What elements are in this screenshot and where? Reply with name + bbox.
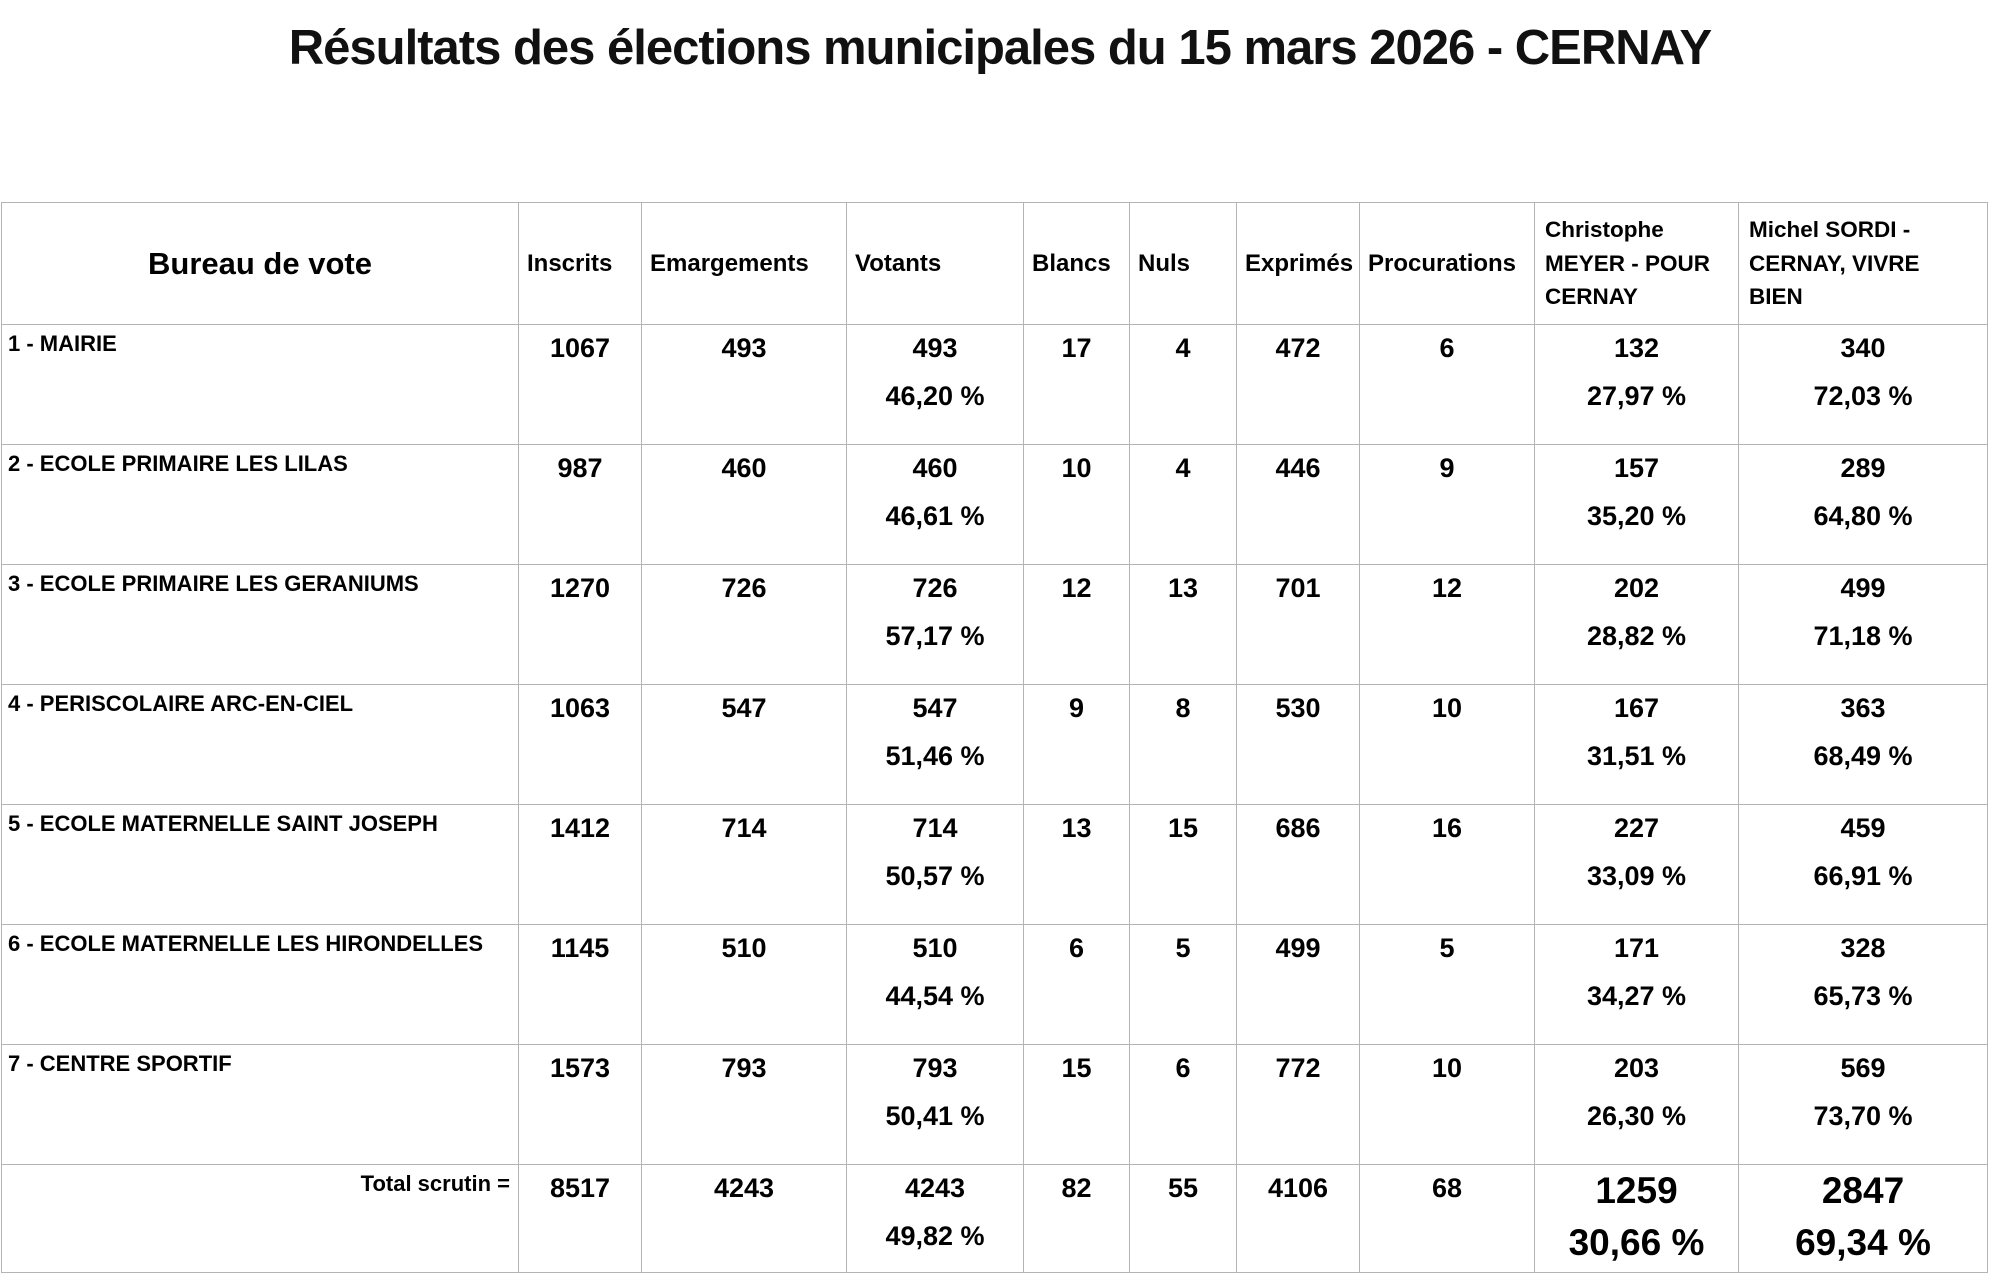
cell-meyer xyxy=(1535,1045,1739,1165)
sordi-count: 569 xyxy=(1840,1053,1886,1083)
cell-bureau: 6 - ECOLE MATERNELLE LES HIRONDELLES xyxy=(2,925,519,1045)
cell-nuls: 4 xyxy=(1130,445,1237,565)
cell-emargements: 547 xyxy=(642,685,847,805)
votants-percentage: 44,54 % xyxy=(885,981,985,1011)
table-body xyxy=(2,325,1988,1273)
cell-procurations: 9 xyxy=(1360,445,1535,565)
column-header-bureau: Bureau de vote xyxy=(2,203,519,325)
cell-meyer xyxy=(1535,685,1739,805)
total-votants-percentage: 49,82 % xyxy=(885,1221,985,1251)
cell-blancs: 6 xyxy=(1024,925,1130,1045)
sordi-count: 289 xyxy=(1840,453,1886,483)
cell-procurations: 10 xyxy=(1360,1045,1535,1165)
votants-percentage: 46,20 % xyxy=(885,381,985,411)
sordi-percentage: 71,18 % xyxy=(1813,621,1913,651)
cell-inscrits: 987 xyxy=(519,445,642,565)
cell-exprimes: 701 xyxy=(1237,565,1360,685)
cell-meyer xyxy=(1535,925,1739,1045)
cell-exprimes: 686 xyxy=(1237,805,1360,925)
cell-meyer xyxy=(1535,325,1739,445)
votants-count: 510 xyxy=(912,933,958,963)
cell-inscrits: 1067 xyxy=(519,325,642,445)
cell-emargements: 793 xyxy=(642,1045,847,1165)
cell-exprimes: 530 xyxy=(1237,685,1360,805)
total-cell-sordi xyxy=(1739,1165,1988,1273)
cell-blancs: 10 xyxy=(1024,445,1130,565)
sordi-count: 459 xyxy=(1840,813,1886,843)
sordi-count: 340 xyxy=(1840,333,1886,363)
votants-count: 793 xyxy=(912,1053,958,1083)
cell-inscrits: 1270 xyxy=(519,565,642,685)
meyer-count: 167 xyxy=(1613,693,1660,723)
column-header-blancs: Blancs xyxy=(1024,203,1130,325)
meyer-count: 157 xyxy=(1613,453,1660,483)
meyer-percentage: 33,09 % xyxy=(1586,861,1687,891)
meyer-count: 202 xyxy=(1613,573,1660,603)
cell-sordi xyxy=(1739,925,1988,1045)
cell-inscrits: 1145 xyxy=(519,925,642,1045)
cell-bureau: 4 - PERISCOLAIRE ARC-EN-CIEL xyxy=(2,685,519,805)
cell-votants xyxy=(847,805,1024,925)
cell-emargements: 714 xyxy=(642,805,847,925)
table-row xyxy=(2,565,1988,685)
votants-percentage: 50,41 % xyxy=(885,1101,985,1131)
cell-nuls: 8 xyxy=(1130,685,1237,805)
cell-inscrits: 1412 xyxy=(519,805,642,925)
votants-count: 460 xyxy=(912,453,958,483)
meyer-percentage: 26,30 % xyxy=(1586,1101,1687,1131)
meyer-percentage: 35,20 % xyxy=(1586,501,1687,531)
table-row xyxy=(2,325,1988,445)
sordi-count: 328 xyxy=(1840,933,1886,963)
cell-blancs: 15 xyxy=(1024,1045,1130,1165)
cell-inscrits: 1063 xyxy=(519,685,642,805)
total-row xyxy=(2,1165,1988,1273)
meyer-count: 132 xyxy=(1613,333,1660,363)
cell-inscrits: 1573 xyxy=(519,1045,642,1165)
cell-sordi xyxy=(1739,1045,1988,1165)
column-header-emargements: Emargements xyxy=(642,203,847,325)
table-row xyxy=(2,805,1988,925)
votants-percentage: 57,17 % xyxy=(885,621,985,651)
sordi-count: 499 xyxy=(1840,573,1886,603)
header-row xyxy=(2,203,1988,325)
meyer-count: 171 xyxy=(1613,933,1660,963)
cell-procurations: 10 xyxy=(1360,685,1535,805)
cell-votants xyxy=(847,685,1024,805)
cell-meyer xyxy=(1535,805,1739,925)
cell-sordi xyxy=(1739,805,1988,925)
votants-percentage: 46,61 % xyxy=(885,501,985,531)
meyer-percentage: 27,97 % xyxy=(1586,381,1687,411)
cell-bureau: 1 - MAIRIE xyxy=(2,325,519,445)
cell-nuls: 6 xyxy=(1130,1045,1237,1165)
cell-exprimes: 472 xyxy=(1237,325,1360,445)
cell-votants xyxy=(847,325,1024,445)
cell-emargements: 493 xyxy=(642,325,847,445)
cell-sordi xyxy=(1739,445,1988,565)
cell-emargements: 726 xyxy=(642,565,847,685)
cell-blancs: 12 xyxy=(1024,565,1130,685)
total-cell-meyer xyxy=(1535,1165,1739,1273)
total-cell-inscrits: 8517 xyxy=(519,1165,642,1273)
cell-sordi xyxy=(1739,685,1988,805)
votants-count: 493 xyxy=(912,333,958,363)
cell-procurations: 16 xyxy=(1360,805,1535,925)
table-row xyxy=(2,925,1988,1045)
total-cell-votants xyxy=(847,1165,1024,1273)
table-row xyxy=(2,685,1988,805)
meyer-percentage: 28,82 % xyxy=(1586,621,1687,651)
total-cell-emargements: 4243 xyxy=(642,1165,847,1273)
meyer-percentage: 34,27 % xyxy=(1586,981,1687,1011)
sordi-percentage: 66,91 % xyxy=(1813,861,1913,891)
cell-votants xyxy=(847,1045,1024,1165)
cell-bureau: 2 - ECOLE PRIMAIRE LES LILAS xyxy=(2,445,519,565)
column-header-procurations: Procurations xyxy=(1360,203,1535,325)
column-header-exprimes: Exprimés xyxy=(1237,203,1360,325)
total-sordi-count: 2847 xyxy=(1821,1170,1905,1211)
cell-bureau: 5 - ECOLE MATERNELLE SAINT JOSEPH xyxy=(2,805,519,925)
cell-blancs: 17 xyxy=(1024,325,1130,445)
cell-procurations: 6 xyxy=(1360,325,1535,445)
table-row xyxy=(2,1045,1988,1165)
sordi-percentage: 73,70 % xyxy=(1813,1101,1913,1131)
cell-procurations: 5 xyxy=(1360,925,1535,1045)
page-title: Résultats des élections municipales du 15 mars 2026 - CERNAY xyxy=(288,21,1712,75)
cell-nuls: 4 xyxy=(1130,325,1237,445)
cell-procurations: 12 xyxy=(1360,565,1535,685)
total-cell-bureau: Total scrutin = xyxy=(2,1165,519,1273)
cell-votants xyxy=(847,925,1024,1045)
cell-meyer xyxy=(1535,565,1739,685)
cell-emargements: 460 xyxy=(642,445,847,565)
total-cell-exprimes: 4106 xyxy=(1237,1165,1360,1273)
cell-exprimes: 772 xyxy=(1237,1045,1360,1165)
cell-blancs: 9 xyxy=(1024,685,1130,805)
cell-nuls: 13 xyxy=(1130,565,1237,685)
cell-nuls: 5 xyxy=(1130,925,1237,1045)
total-sordi-percentage: 69,34 % xyxy=(1795,1222,1931,1263)
meyer-count: 227 xyxy=(1613,813,1660,843)
total-meyer-count: 1259 xyxy=(1595,1170,1678,1211)
total-cell-blancs: 82 xyxy=(1024,1165,1130,1273)
cell-bureau: 3 - ECOLE PRIMAIRE LES GERANIUMS xyxy=(2,565,519,685)
total-cell-nuls: 55 xyxy=(1130,1165,1237,1273)
cell-emargements: 510 xyxy=(642,925,847,1045)
cell-blancs: 13 xyxy=(1024,805,1130,925)
cell-sordi xyxy=(1739,325,1988,445)
cell-votants xyxy=(847,565,1024,685)
cell-exprimes: 499 xyxy=(1237,925,1360,1045)
total-cell-procurations: 68 xyxy=(1360,1165,1535,1273)
cell-nuls: 15 xyxy=(1130,805,1237,925)
column-header-inscrits: Inscrits xyxy=(519,203,642,325)
cell-votants xyxy=(847,445,1024,565)
sordi-percentage: 65,73 % xyxy=(1813,981,1913,1011)
total-meyer-percentage: 30,66 % xyxy=(1568,1222,1705,1263)
cell-bureau: 7 - CENTRE SPORTIF xyxy=(2,1045,519,1165)
results-table xyxy=(1,202,1988,1273)
table-row xyxy=(2,445,1988,565)
meyer-percentage: 31,51 % xyxy=(1586,741,1687,771)
meyer-count: 203 xyxy=(1613,1053,1660,1083)
votants-count: 714 xyxy=(912,813,958,843)
votants-percentage: 50,57 % xyxy=(885,861,985,891)
column-header-sordi: Michel SORDI - CERNAY, VIVRE BIEN xyxy=(1739,203,1988,325)
total-votants-count: 4243 xyxy=(904,1173,966,1203)
cell-exprimes: 446 xyxy=(1237,445,1360,565)
column-header-nuls: Nuls xyxy=(1130,203,1237,325)
sordi-percentage: 72,03 % xyxy=(1813,381,1913,411)
votants-count: 726 xyxy=(912,573,958,603)
sordi-percentage: 68,49 % xyxy=(1813,741,1913,771)
table-header xyxy=(2,203,1988,325)
column-header-votants: Votants xyxy=(847,203,1024,325)
sordi-count: 363 xyxy=(1840,693,1886,723)
column-header-meyer: Christophe MEYER - POUR CERNAY xyxy=(1535,203,1739,325)
cell-sordi xyxy=(1739,565,1988,685)
votants-percentage: 51,46 % xyxy=(885,741,985,771)
votants-count: 547 xyxy=(912,693,958,723)
sordi-percentage: 64,80 % xyxy=(1813,501,1913,531)
cell-meyer xyxy=(1535,445,1739,565)
